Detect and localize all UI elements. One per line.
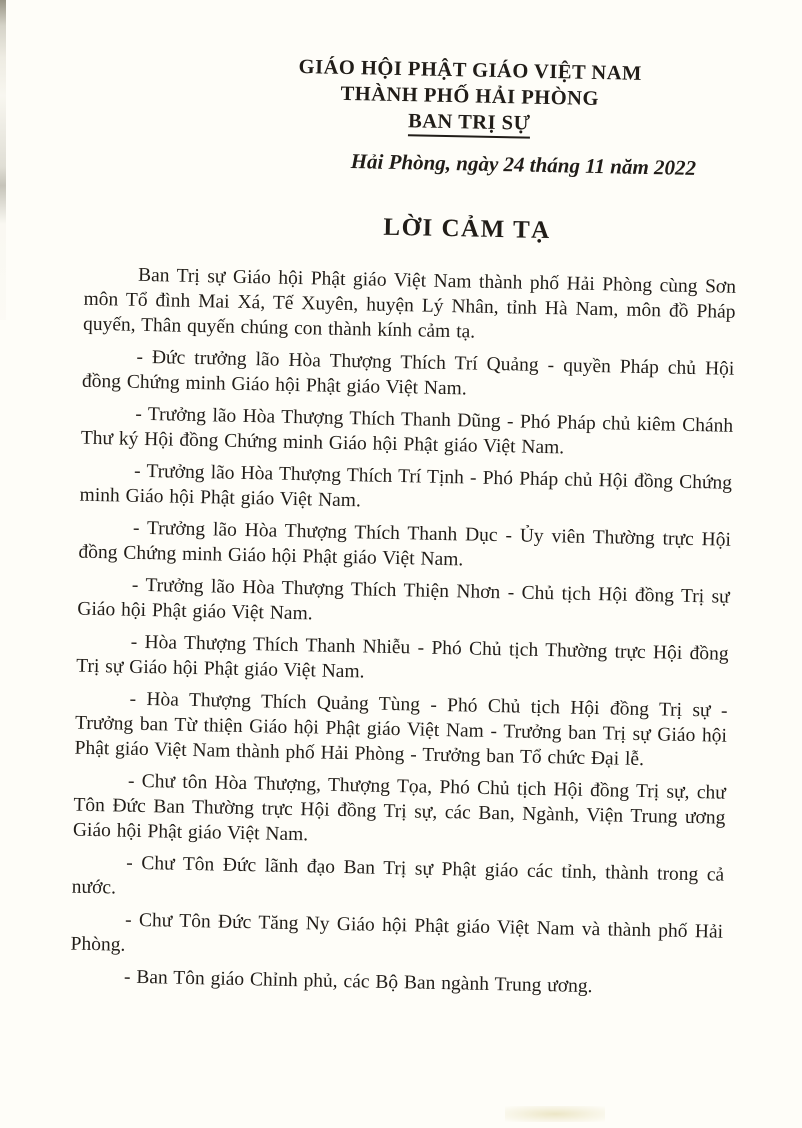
document-body (70, 262, 736, 1002)
paragraph: - Trưởng lão Hòa Thượng Thích Thanh Dục - Ủy viên Thường trực Hội đồng Chứng minh Giáo hội Phật giáo Việt Nam. (78, 517, 732, 571)
org-department: BAN TRỊ SỰ (408, 110, 531, 138)
paragraph: - Chư Tôn Đức Tăng Ny Giáo hội Phật giáo Việt Nam và thành phố Hải Phòng. (70, 909, 724, 956)
paragraph: - Trưởng lão Hòa Thượng Thích Trí Tịnh - Phó Pháp chủ Hội đồng Chứng minh Giáo hội Phật giáo Việt Nam. (79, 460, 733, 512)
paragraph: Ban Trị sự Giáo hội Phật giáo Việt Nam thành phố Hải Phòng cùng Sơn môn Tổ đình Mai Xá, Tế Xuyên, huyện Lý Nhân, tỉnh Hà Nam, môn đồ Pháp quyến, Thân quyến chúng con thành kính cảm tạ. (82, 264, 737, 343)
paragraph: - Hòa Thượng Thích Quảng Tùng - Phó Chủ tịch Hội đồng Trị sự - Trưởng ban Từ thiện Giáo hội Phật giáo Việt Nam - Trưởng ban Trị sự Giáo hội Phật giáo Việt Nam thành phố Hải Phòng - Trưởng ban Tổ chức Đại lễ. (74, 688, 728, 771)
paragraph: - Chư Tôn Đức lãnh đạo Ban Trị sự Phật giáo các tỉnh, thành trong cả nước. (71, 852, 725, 899)
org-city: THÀNH PHỐ HẢI PHÒNG (340, 82, 600, 111)
paragraph: - Trưởng lão Hòa Thượng Thích Thanh Dũng - Phó Pháp chủ kiêm Chánh Thư ký Hội đồng Chứng minh Giáo hội Phật giáo Việt Nam. (80, 403, 734, 459)
paragraph: - Đức trưởng lão Hòa Thượng Thích Trí Quảng - quyền Pháp chủ Hội đồng Chứng minh Giáo hội Phật giáo Việt Nam. (81, 346, 735, 400)
org-name: GIÁO HỘI PHẬT GIÁO VIỆT NAM (298, 55, 643, 85)
scan-smudge-artifact (505, 1106, 605, 1122)
dateline: Hải Phòng, ngày 24 tháng 11 năm 2022 (350, 149, 697, 180)
document-title: LỜI CẢM TẠ (383, 213, 552, 245)
paragraph: - Chư tôn Hòa Thượng, Thượng Tọa, Phó Chủ tịch Hội đồng Trị sự, chư Tôn Đức Ban Thường trực Hội đồng Trị sự, các Ban, Ngành, Viện Trung ương Giáo hội Phật giáo Việt Nam. (72, 770, 727, 846)
paragraph: - Trưởng lão Hòa Thượng Thích Thiện Nhơn - Chủ tịch Hội đồng Trị sự Giáo hội Phật giáo Việt Nam. (77, 574, 730, 625)
document-header (189, 52, 750, 143)
paragraph: - Ban Tôn giáo Chỉnh phủ, các Bộ Ban ngành Trung ương. (123, 966, 593, 998)
dateline-row (0, 141, 801, 184)
paragraph: - Hòa Thượng Thích Thanh Nhiễu - Phó Chủ tịch Thường trực Hội đồng Trị sự Giáo hội Phật giáo Việt Nam. (76, 631, 729, 683)
